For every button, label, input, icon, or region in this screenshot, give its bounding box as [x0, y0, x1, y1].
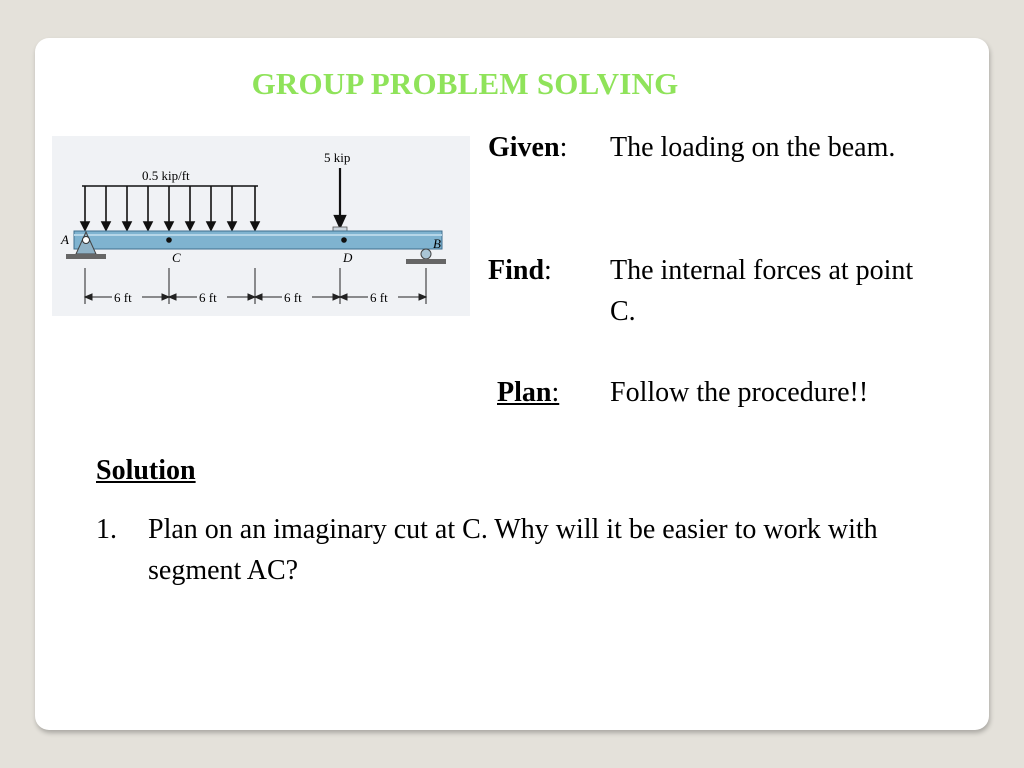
find-label: Find: [488, 255, 545, 286]
find-text: The internal forces at point C.: [610, 255, 914, 327]
given-label-group: [488, 127, 567, 168]
dimension-label-2: 6 ft: [199, 290, 217, 305]
dimension-label-4: 6 ft: [370, 290, 388, 305]
point-d-marker: [341, 237, 347, 243]
point-a-label: A: [61, 232, 69, 247]
dimension-label-1: 6 ft: [114, 290, 132, 305]
plan-colon: :: [551, 377, 560, 408]
plan-label-group: [497, 372, 559, 413]
given-text: The loading on the beam.: [610, 132, 896, 163]
given-colon: :: [559, 132, 568, 163]
point-c-marker: [166, 237, 172, 243]
step-number: 1.: [96, 514, 117, 545]
slide-title: GROUP PROBLEM SOLVING: [251, 66, 679, 101]
point-load-label: 5 kip: [324, 150, 351, 165]
distributed-load-arrows: [81, 186, 259, 230]
plan-text: Follow the procedure!!: [610, 377, 869, 408]
beam-diagram: [52, 136, 470, 316]
find-colon: :: [544, 255, 552, 286]
point-load-arrow: [335, 168, 345, 227]
step-text: Plan on an imaginary cut at C. Why will it be easier to work with segment AC?: [148, 514, 878, 586]
load-label: 0.5 kip/ft: [142, 168, 190, 183]
solution-heading: Solution: [96, 455, 196, 486]
point-b-label: B: [433, 236, 441, 251]
given-label: Given: [488, 132, 560, 163]
beam: [74, 231, 442, 249]
roller-support-b: [406, 249, 446, 264]
find-label-group: [488, 250, 552, 291]
beam-figure: [52, 136, 470, 316]
point-c-label: C: [172, 250, 181, 265]
plan-label: Plan: [497, 377, 552, 408]
dimension-label-3: 6 ft: [284, 290, 302, 305]
point-d-label: D: [343, 250, 353, 265]
